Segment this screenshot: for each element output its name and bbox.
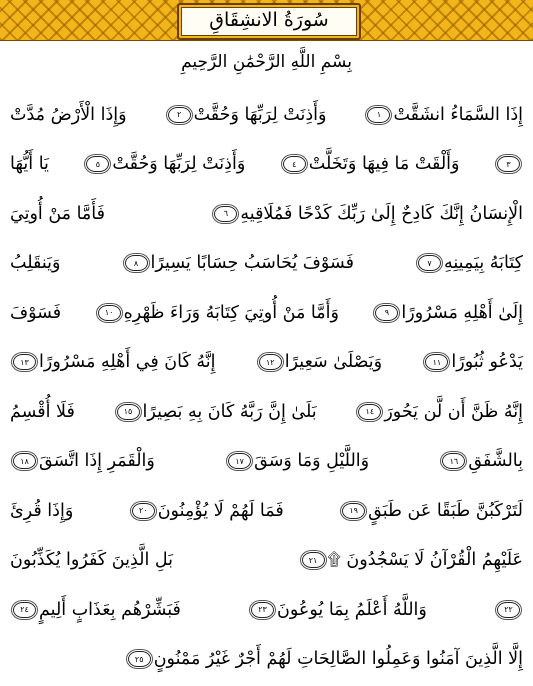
ayah-number-marker: ٢٣	[251, 602, 274, 618]
verse-segment	[10, 253, 60, 273]
verse-text: كِتَابَهُ بِيَمِينِهِ	[444, 253, 523, 274]
verse-text: عَلَيْهِمُ الْقُرْآنُ لَا يَسْجُدُونَ ۩	[327, 550, 523, 571]
verse-segment	[129, 501, 284, 521]
verse-segment	[256, 352, 382, 372]
verse-text: وَيَنقَلِبُ	[10, 253, 61, 274]
ayah-number-marker: ١٥	[117, 404, 140, 420]
verse-line	[10, 635, 523, 685]
ayah-number-marker: ٢٠	[132, 503, 155, 519]
verse-line	[10, 387, 523, 437]
ayah-number-marker: ٢٥	[128, 651, 151, 667]
verse-text: وَاللَّهُ أَعْلَمُ بِمَا يُوعُونَ	[277, 599, 427, 620]
ayah-number-marker: ١١	[425, 354, 448, 370]
verse-segment	[211, 204, 523, 224]
verse-text: لَتَرْكَبُنَّ طَبَقًا عَن طَبَقٍ	[368, 500, 523, 521]
verse-segment	[10, 451, 155, 471]
surah-title: سُورَةُ الانشِقَاقِ	[209, 9, 329, 31]
verse-segment	[10, 501, 73, 521]
verse-segment	[299, 550, 523, 570]
verse-text: فَأَمَّا مَنْ أُوتِيَ	[10, 203, 105, 224]
ayah-number-marker: ١٤	[358, 404, 381, 420]
verse-text-block	[10, 90, 523, 684]
verse-text: إِلَّا الَّذِينَ آمَنُوا وَعَمِلُوا الصَّالِحَاتِ لَهُمْ أَجْرٌ غَيْرُ مَمْنُونٍ	[153, 649, 523, 670]
verse-text: وَأَلْقَتْ مَا فِيهَا وَتَخَلَّتْ	[308, 154, 460, 175]
verse-line	[10, 585, 523, 635]
ayah-number-marker: ١٦	[442, 453, 465, 469]
verse-segment	[225, 451, 369, 471]
ayah-number-marker: ١٨	[13, 453, 36, 469]
verse-segment	[95, 303, 339, 323]
verse-segment	[280, 154, 460, 174]
verse-line	[10, 90, 523, 140]
verse-text: فَسَوْفَ يُحَاسَبُ حِسَابًا يَسِيرًا	[150, 253, 354, 274]
verse-segment	[364, 105, 523, 125]
verse-text: وَأَمَّا مَنْ أُوتِيَ كِتَابَهُ وَرَاءَ ظَهْرِهِ	[123, 302, 339, 323]
verse-segment	[165, 105, 327, 125]
verse-segment	[248, 600, 427, 620]
verse-segment	[10, 402, 75, 422]
verse-text: فَبَشِّرْهُم بِعَذَابٍ أَلِيمٍ	[39, 599, 181, 620]
verse-segment	[355, 402, 523, 422]
ayah-number-marker: ١٧	[228, 453, 251, 469]
verse-segment	[494, 154, 523, 174]
verse-text: بِالشَّفَقِ	[468, 451, 523, 472]
surah-title-frame	[177, 3, 361, 40]
verse-text: وَيَصْلَىٰ سَعِيرًا	[284, 352, 383, 373]
verse-segment	[125, 649, 523, 669]
verse-segment	[422, 352, 523, 372]
ayah-number-marker: ٤	[283, 156, 306, 172]
verse-segment	[10, 105, 127, 125]
verse-text: فَلَا أُقْسِمُ	[10, 401, 75, 422]
verse-text: فَمَا لَهُمْ لَا يُؤْمِنُونَ	[157, 500, 284, 521]
ayah-number-marker: ٢	[168, 107, 191, 123]
verse-line	[10, 536, 523, 586]
verse-text: إِنَّهُ ظَنَّ أَن لَّن يَحُورَ	[384, 401, 523, 422]
verse-segment	[83, 154, 245, 174]
verse-text: وَأَذِنَتْ لِرَبِّهَا وَحُقَّتْ	[193, 104, 327, 125]
ayah-number-marker: ٨	[125, 255, 148, 271]
verse-segment	[339, 501, 523, 521]
ayah-number-marker: ٣	[497, 156, 520, 172]
ayah-number-marker: ١	[367, 107, 390, 123]
ayah-number-marker: ١٩	[342, 503, 365, 519]
verse-line	[10, 437, 523, 487]
ayah-number-marker: ٧	[418, 255, 441, 271]
verse-segment	[10, 600, 181, 620]
verse-line	[10, 486, 523, 536]
verse-text: إِلَىٰ أَهْلِهِ مَسْرُورًا	[401, 302, 523, 323]
ayah-number-marker: ٥	[86, 156, 109, 172]
verse-segment	[415, 253, 523, 273]
ayah-number-marker: ٦	[214, 206, 237, 222]
verse-text: وَإِذَا الْأَرْضُ مُدَّتْ	[10, 104, 127, 125]
verse-text: إِذَا السَّمَاءُ انشَقَّتْ	[393, 104, 523, 125]
verse-segment	[114, 402, 317, 422]
ayah-number-marker: ٩	[375, 305, 398, 321]
verse-segment	[372, 303, 523, 323]
ayah-number-marker: ١٣	[13, 354, 36, 370]
verse-segment	[10, 204, 105, 224]
verse-segment	[494, 600, 523, 620]
ayah-number-marker: ٢١	[302, 552, 325, 568]
verse-text: بَلَىٰ إِنَّ رَبَّهُ كَانَ بِهِ بَصِيرًا	[142, 401, 317, 422]
ornamental-header-band	[0, 0, 533, 41]
ayah-number-marker: ٢٤	[13, 602, 36, 618]
verse-segment	[10, 303, 61, 323]
verse-segment	[10, 352, 216, 372]
verse-segment	[122, 253, 354, 273]
ayah-number-marker: ١٢	[259, 354, 282, 370]
verse-line	[10, 338, 523, 388]
basmala: بِسْمِ اللَّهِ الرَّحْمَٰنِ الرَّحِيمِ	[181, 52, 352, 72]
verse-text: وَأَذِنَتْ لِرَبِّهَا وَحُقَّتْ	[112, 154, 246, 175]
verse-text: بَلِ الَّذِينَ كَفَرُوا يُكَذِّبُونَ	[10, 550, 174, 571]
verse-line	[10, 189, 523, 239]
verse-segment	[10, 154, 49, 174]
verse-line	[10, 288, 523, 338]
verse-text: وَاللَّيْلِ وَمَا وَسَقَ	[254, 451, 370, 472]
ayah-number-marker: ٢٢	[497, 602, 520, 618]
verse-text: فَسَوْفَ	[10, 302, 62, 323]
verse-text: وَالْقَمَرِ إِذَا اتَّسَقَ	[39, 451, 155, 472]
verse-text: يَدْعُو ثُبُورًا	[451, 352, 523, 373]
verse-text: يَا أَيُّهَا	[10, 154, 49, 175]
verse-text: الْإِنسَانُ إِنَّكَ كَادِحٌ إِلَىٰ رَبِّكَ كَدْحًا فَمُلَاقِيهِ	[240, 203, 523, 224]
verse-segment	[10, 550, 173, 570]
verse-segment	[439, 451, 523, 471]
verse-text: إِنَّهُ كَانَ فِي أَهْلِهِ مَسْرُورًا	[39, 352, 216, 373]
verse-line	[10, 140, 523, 190]
verse-line	[10, 239, 523, 289]
ayah-number-marker: ١٠	[98, 305, 121, 321]
verse-text: وَإِذَا قُرِئَ	[10, 500, 74, 521]
